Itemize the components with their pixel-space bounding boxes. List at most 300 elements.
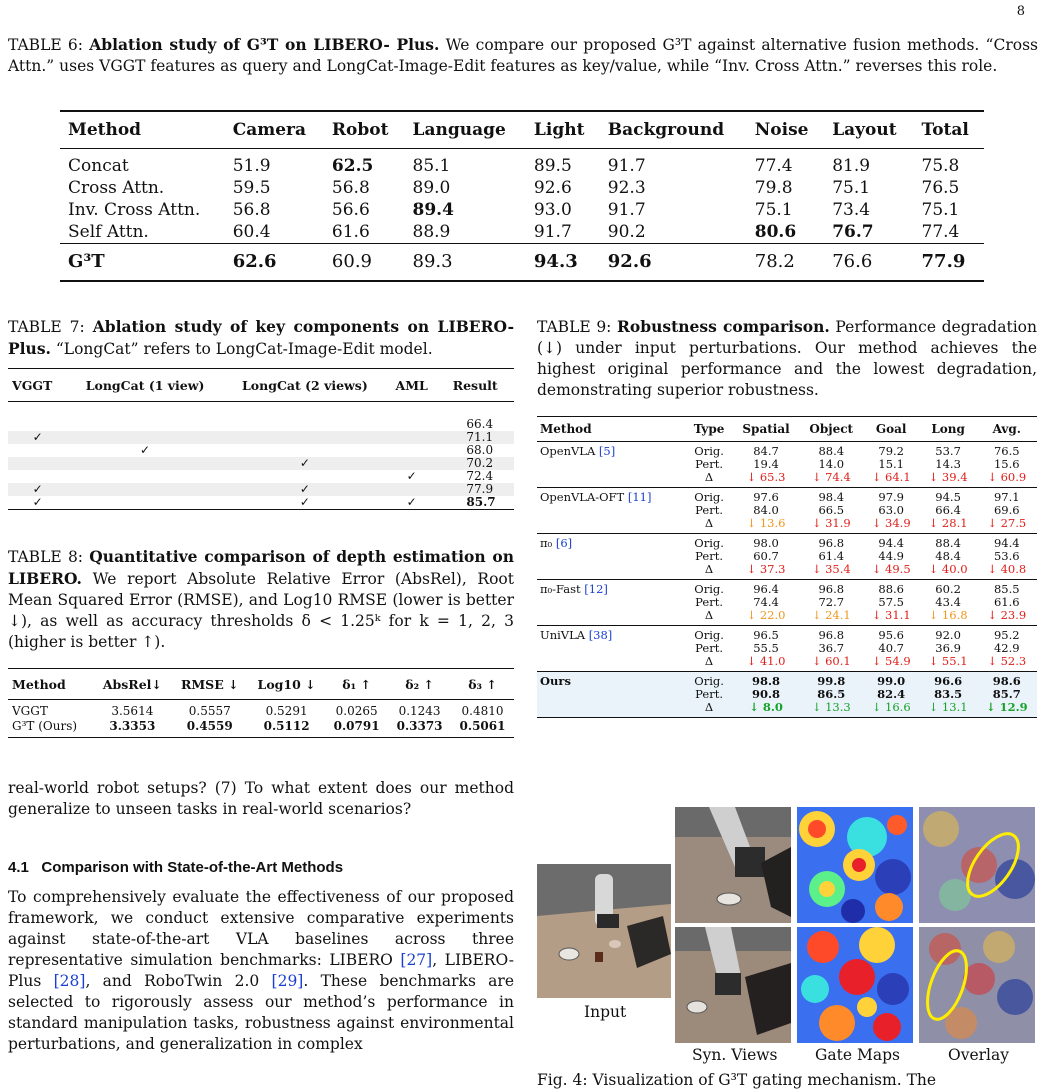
check-cell (67, 483, 222, 496)
value-stack (863, 534, 920, 580)
overlay-1 (919, 807, 1035, 923)
value-cell: 79.8 (754, 178, 793, 198)
column-header: Type (686, 417, 732, 442)
check-cell: ✓ (406, 469, 417, 483)
value-cell: 77.4 (754, 156, 793, 176)
method-name: OpenVLA-OFT (540, 490, 625, 504)
delta-value: ↓ 64.1 (871, 470, 911, 484)
column-header: Long (920, 417, 977, 442)
pert-value: 63.0 (878, 503, 904, 517)
value-cell: 92.6 (600, 244, 747, 282)
caption-text: We compare our proposed G³T against alternative fusion methods. “Cross Attn.” uses VGGT features as query and LongCat-Image-Edit features as key/value, while “Inv. Cross Attn.” reverses this role. (8, 36, 1038, 75)
orig-value: 98.4 (818, 490, 845, 504)
delta-value: ↓ 16.6 (871, 700, 911, 714)
pert-value: 74.4 (753, 595, 779, 609)
value-cell: 75.8 (921, 156, 960, 176)
input-scene-illustration (537, 864, 671, 998)
method-cell: Self Attn. (68, 222, 149, 242)
column-header: Method (8, 669, 93, 700)
value-cell: 91.7 (533, 222, 572, 242)
delta-value: ↓ 23.9 (987, 608, 1027, 622)
value-cell: 89.5 (533, 156, 572, 176)
table9-caption (537, 316, 1037, 401)
syn-view-2 (675, 927, 791, 1043)
caption-title: Ablation study of key components on LIBERO-Plus. (8, 317, 515, 358)
column-header: AML (387, 369, 436, 402)
check-cell (223, 431, 387, 444)
orig-value: 96.8 (818, 536, 845, 550)
orig-value: 88.4 (818, 444, 845, 458)
orig-value: 96.4 (753, 582, 779, 596)
citation-link[interactable]: [6] (555, 536, 573, 550)
body-paragraph-1: real-world robot setups? (7) To what extent does our method generalize to unseen tasks in real-world scenarios? (8, 779, 514, 818)
table-row (8, 496, 514, 510)
pert-value: 57.5 (878, 595, 904, 609)
method-cell: G³T (Ours) (8, 719, 93, 738)
value-cell: 0.0265 (335, 704, 378, 718)
value-stack (800, 626, 863, 672)
orig-value: 53.7 (935, 444, 961, 458)
caption-label: TABLE 7: (8, 318, 85, 336)
value-stack (977, 580, 1037, 626)
method-cell: Inv. Cross Attn. (68, 200, 201, 220)
pert-value: 40.7 (878, 641, 904, 655)
check-cell (67, 470, 222, 483)
result-cell: 72.4 (466, 469, 494, 483)
type-label: Pert. (695, 549, 723, 563)
value-cell: 77.9 (914, 244, 984, 282)
method-name: OpenVLA (540, 444, 596, 458)
column-header: RMSE ↓ (171, 669, 248, 700)
result-cell: 70.2 (436, 457, 514, 470)
method-cell: Cross Attn. (68, 178, 165, 198)
delta-value: ↓ 13.6 (746, 516, 786, 530)
table7-caption (8, 316, 514, 360)
result-cell: 71.1 (436, 431, 514, 444)
delta-value: ↓ 39.4 (928, 470, 968, 484)
value-stack (863, 442, 920, 488)
check-cell (223, 418, 387, 431)
delta-value: ↓ 40.8 (987, 562, 1027, 576)
delta-value: ↓ 55.1 (928, 654, 968, 668)
orig-value: 97.9 (878, 490, 904, 504)
table-group-ours (537, 672, 1037, 718)
check-cell (387, 444, 436, 457)
caption-title: Robustness comparison. (617, 317, 830, 336)
table-row (60, 177, 984, 199)
value-cell: 85.1 (412, 156, 451, 176)
delta-value: ↓ 28.1 (928, 516, 968, 530)
value-cell: 76.7 (832, 222, 874, 242)
para-text: , and RoboTwin 2.0 (85, 972, 272, 990)
type-label: Orig. (694, 444, 724, 458)
type-label: Δ (704, 470, 714, 484)
orig-value: 99.0 (877, 674, 906, 688)
value-cell: 0.5557 (188, 704, 231, 718)
value-cell: 56.8 (232, 200, 271, 220)
value-stack (977, 534, 1037, 580)
pert-value: 86.5 (817, 687, 846, 701)
value-cell: 91.7 (607, 200, 646, 220)
value-stack (977, 442, 1037, 488)
figure-label-gate-maps: Gate Maps (815, 1046, 900, 1064)
value-cell: 93.0 (533, 200, 572, 220)
value-cell: 0.5112 (248, 719, 325, 738)
page-number: 8 (1016, 4, 1025, 19)
gate-map-2-heatmap (797, 927, 913, 1043)
column-header: Language (405, 111, 526, 149)
delta-value: ↓ 27.5 (987, 516, 1027, 530)
delta-value: ↓ 41.0 (746, 654, 786, 668)
type-label: Δ (704, 700, 714, 714)
column-header: Method (537, 417, 686, 442)
type-label: Orig. (694, 674, 724, 688)
delta-value: ↓ 74.4 (811, 470, 851, 484)
pert-value: 61.6 (993, 595, 1020, 609)
result-cell: 66.4 (466, 417, 494, 431)
pert-value: 83.5 (934, 687, 963, 701)
value-cell: 0.3373 (388, 719, 451, 738)
result-cell: 68.0 (466, 443, 494, 457)
value-cell: 60.9 (324, 244, 405, 282)
column-header: LongCat (1 view) (67, 369, 222, 402)
table-row (8, 431, 514, 444)
orig-value: 98.8 (752, 674, 781, 688)
table-row (8, 719, 514, 738)
orig-value: 97.6 (753, 490, 779, 504)
check-cell: ✓ (387, 496, 436, 510)
pert-value: 66.4 (935, 503, 961, 517)
orig-value: 98.6 (992, 674, 1021, 688)
method-cell (537, 534, 686, 580)
orig-value: 97.1 (993, 490, 1020, 504)
orig-value: 94.5 (935, 490, 961, 504)
column-header: Goal (863, 417, 920, 442)
result-cell: 85.7 (436, 496, 514, 510)
orig-value: 95.6 (878, 628, 904, 642)
value-stack (732, 672, 800, 718)
value-cell: 62.6 (225, 244, 324, 282)
type-label: Δ (704, 516, 714, 530)
column-header: Layout (824, 111, 913, 149)
delta-value: ↓ 60.9 (987, 470, 1027, 484)
table-row (60, 199, 984, 221)
delta-value: ↓ 31.1 (871, 608, 911, 622)
delta-value: ↓ 49.5 (871, 562, 911, 576)
value-cell: 61.6 (331, 222, 370, 242)
value-cell: 51.9 (232, 156, 271, 176)
orig-value: 84.7 (753, 444, 779, 458)
value-stack (920, 488, 977, 534)
column-header: Avg. (977, 417, 1037, 442)
type-label: Pert. (695, 503, 723, 517)
table-row (8, 470, 514, 483)
column-header: δ₁ ↑ (325, 669, 388, 700)
table-row (60, 221, 984, 244)
value-cell: 56.6 (331, 200, 370, 220)
table7 (8, 368, 514, 510)
pert-value: 69.6 (993, 503, 1020, 517)
caption-label: TABLE 9: (537, 318, 612, 336)
syn-view-1 (675, 807, 791, 923)
column-header: Result (436, 369, 514, 402)
caption-text: “LongCat” refers to LongCat-Image-Edit model. (50, 340, 433, 358)
type-stack (686, 626, 732, 672)
value-stack (800, 580, 863, 626)
check-cell (387, 431, 436, 444)
delta-value: ↓ 54.9 (871, 654, 911, 668)
value-stack (920, 626, 977, 672)
value-cell: 73.4 (832, 200, 871, 220)
type-label: Pert. (695, 641, 723, 655)
value-stack (977, 488, 1037, 534)
value-cell: 60.4 (232, 222, 271, 242)
value-cell: 92.3 (607, 178, 646, 198)
column-header: Camera (225, 111, 324, 149)
value-cell: 76.5 (921, 178, 960, 198)
delta-value: ↓ 22.0 (746, 608, 786, 622)
table9 (537, 416, 1037, 718)
column-header: Total (914, 111, 984, 149)
column-header: Log10 ↓ (248, 669, 325, 700)
syn-view-2-illustration (675, 927, 791, 1043)
orig-value: 94.4 (993, 536, 1020, 550)
method-name: π₀-Fast (540, 582, 581, 596)
table-group (537, 534, 1037, 580)
value-cell: 0.4810 (461, 704, 504, 718)
check-cell: ✓ (223, 457, 387, 470)
figure-label-input: Input (584, 1003, 627, 1021)
method-cell: G³T (60, 244, 225, 282)
pert-value: 14.3 (935, 457, 961, 471)
pert-value: 19.4 (753, 457, 779, 471)
value-cell: 0.5061 (451, 719, 514, 738)
orig-value: 99.8 (817, 674, 846, 688)
pert-value: 44.9 (878, 549, 904, 563)
citation-link[interactable]: [38] (588, 628, 613, 642)
orig-value: 60.2 (935, 582, 961, 596)
column-header: Light (526, 111, 600, 149)
check-cell (67, 457, 222, 470)
delta-value: ↓ 12.9 (985, 700, 1028, 714)
pert-value: 14.0 (818, 457, 845, 471)
delta-value: ↓ 52.3 (987, 654, 1027, 668)
value-cell: 56.8 (331, 178, 370, 198)
column-header: Spatial (732, 417, 800, 442)
value-cell: 3.5614 (111, 704, 154, 718)
value-cell: 77.4 (921, 222, 960, 242)
type-stack (686, 534, 732, 580)
pert-value: 61.4 (818, 549, 845, 563)
table8-caption (8, 546, 514, 653)
orig-value: 96.8 (818, 628, 845, 642)
citation-link[interactable]: [12] (584, 582, 608, 596)
spacer-row (8, 402, 514, 419)
gate-map-2 (797, 927, 913, 1043)
para-text: To comprehensively evaluate the effectiveness of our proposed framework, we conduct extensive comparative experiments against state-of-the-art VLA baselines across three representative simulation benchmarks: LIBERO (8, 888, 514, 969)
value-cell: 3.3353 (93, 719, 171, 738)
type-label: Pert. (695, 595, 723, 609)
method-cell: Ours (537, 672, 686, 718)
value-cell: 89.4 (412, 200, 454, 220)
orig-value: 88.4 (935, 536, 961, 550)
method-name: UniVLA (540, 628, 586, 642)
caption-title: Quantitative comparison of depth estimation on LIBERO. (8, 547, 514, 588)
value-stack (977, 672, 1037, 718)
table-row (8, 457, 514, 470)
type-label: Δ (704, 654, 714, 668)
caption-label: TABLE 8: (8, 548, 84, 566)
pert-value: 42.9 (993, 641, 1020, 655)
orig-value: 85.5 (993, 582, 1020, 596)
value-cell: 80.6 (754, 222, 797, 242)
pert-value: 36.9 (935, 641, 961, 655)
check-cell (387, 418, 436, 431)
orig-value: 98.0 (753, 536, 779, 550)
value-stack (732, 534, 800, 580)
value-cell: 62.5 (331, 156, 374, 176)
orig-value: 96.6 (934, 674, 963, 688)
para-text: . These benchmarks are selected to rigorously assess our method’s performance in standard manipulation tasks, robustness against environmental perturbations, and generalization in complex (8, 972, 514, 1053)
citation-link[interactable]: [5] (598, 444, 616, 458)
table6 (60, 110, 984, 282)
type-label: Pert. (695, 457, 723, 471)
figure-caption: Fig. 4: Visualization of G³T gating mechanism. The (537, 1071, 937, 1089)
pert-value: 60.7 (753, 549, 779, 563)
type-label: Δ (704, 562, 714, 576)
table-row (8, 700, 514, 720)
value-stack (863, 580, 920, 626)
method-cell (537, 442, 686, 488)
gate-map-1 (797, 807, 913, 923)
type-label: Orig. (694, 490, 724, 504)
orig-value: 95.2 (993, 628, 1020, 642)
value-cell: 76.6 (824, 244, 913, 282)
body-paragraph-2 (8, 887, 514, 1055)
orig-value: 92.0 (935, 628, 961, 642)
column-header: Background (600, 111, 747, 149)
caption-label: TABLE 6: (8, 36, 83, 54)
delta-value: ↓ 37.3 (746, 562, 786, 576)
table-group (537, 442, 1037, 488)
column-header: δ₃ ↑ (451, 669, 514, 700)
value-cell: 92.6 (533, 178, 572, 198)
citation-link[interactable]: [28] (53, 972, 86, 990)
value-cell: 91.7 (607, 156, 646, 176)
value-stack (920, 534, 977, 580)
value-stack (732, 442, 800, 488)
column-header: Method (60, 111, 225, 149)
value-cell: 94.3 (526, 244, 600, 282)
caption-title: Ablation study of G³T on LIBERO- Plus. (89, 35, 440, 54)
orig-value: 88.6 (878, 582, 904, 596)
caption-text: Performance degradation (↓) under input perturbations. Our method achieves the highest original performance and the lowest degradation, demonstrating superior robustness. (537, 318, 1037, 399)
value-cell: 75.1 (832, 178, 871, 198)
pert-value: 48.4 (935, 549, 961, 563)
pert-value: 85.7 (992, 687, 1021, 701)
column-header: AbsRel↓ (93, 669, 171, 700)
citation-link[interactable]: [27] (400, 951, 433, 969)
value-cell: 89.0 (412, 178, 451, 198)
column-header: VGGT (8, 369, 67, 402)
section-title: Comparison with State-of-the-Art Methods (41, 859, 344, 876)
value-cell: 78.2 (747, 244, 824, 282)
value-stack (863, 672, 920, 718)
value-cell: 75.1 (921, 200, 960, 220)
table-row-ours (60, 244, 984, 282)
delta-value: ↓ 8.0 (749, 700, 783, 714)
check-cell: ✓ (8, 483, 67, 496)
method-cell: Concat (68, 156, 129, 176)
value-cell: 59.5 (232, 178, 271, 198)
method-name: π₀ (540, 536, 553, 550)
spacer-cell (8, 402, 514, 419)
value-cell: 0.4559 (171, 719, 248, 738)
overlay-2-illustration (919, 927, 1035, 1043)
delta-value: ↓ 24.1 (811, 608, 851, 622)
value-stack (863, 626, 920, 672)
check-cell: ✓ (223, 483, 387, 496)
value-cell: 0.0791 (325, 719, 388, 738)
delta-value: ↓ 40.0 (928, 562, 968, 576)
method-cell: VGGT (12, 704, 48, 718)
column-header: Robot (324, 111, 405, 149)
citation-link[interactable]: [29] (271, 972, 304, 990)
table-row (8, 483, 514, 496)
check-cell (67, 418, 222, 431)
delta-value: ↓ 13.1 (928, 700, 968, 714)
value-stack (920, 442, 977, 488)
value-cell: 89.3 (405, 244, 526, 282)
delta-value: ↓ 16.8 (928, 608, 968, 622)
pert-value: 90.8 (752, 687, 781, 701)
table-group (537, 580, 1037, 626)
pert-value: 82.4 (877, 687, 906, 701)
delta-value: ↓ 13.3 (811, 700, 851, 714)
section-number: 4.1 (8, 859, 29, 876)
syn-view-1-illustration (675, 807, 791, 923)
value-cell: 0.5291 (265, 704, 308, 718)
table8 (8, 668, 514, 738)
value-stack (863, 488, 920, 534)
pert-value: 15.6 (993, 457, 1020, 471)
orig-value: 76.5 (993, 444, 1020, 458)
check-cell: ✓ (8, 496, 67, 510)
delta-value: ↓ 65.3 (746, 470, 786, 484)
orig-value: 79.2 (878, 444, 904, 458)
column-header: δ₂ ↑ (388, 669, 451, 700)
type-label: Orig. (694, 582, 724, 596)
pert-value: 55.5 (753, 641, 779, 655)
method-cell (537, 488, 686, 534)
table-row (8, 444, 514, 457)
table-group (537, 488, 1037, 534)
section-heading (8, 859, 343, 876)
figure-label-syn-views: Syn. Views (692, 1046, 778, 1064)
table-group (537, 626, 1037, 672)
type-label: Orig. (694, 536, 724, 550)
value-stack (920, 672, 977, 718)
pert-value: 72.7 (818, 595, 845, 609)
column-header: Object (800, 417, 863, 442)
delta-value: ↓ 34.9 (871, 516, 911, 530)
value-stack (800, 534, 863, 580)
citation-link[interactable]: [11] (627, 490, 652, 504)
value-stack (920, 580, 977, 626)
type-label: Pert. (695, 687, 723, 701)
value-stack (732, 580, 800, 626)
gate-map-1-heatmap (797, 807, 913, 923)
